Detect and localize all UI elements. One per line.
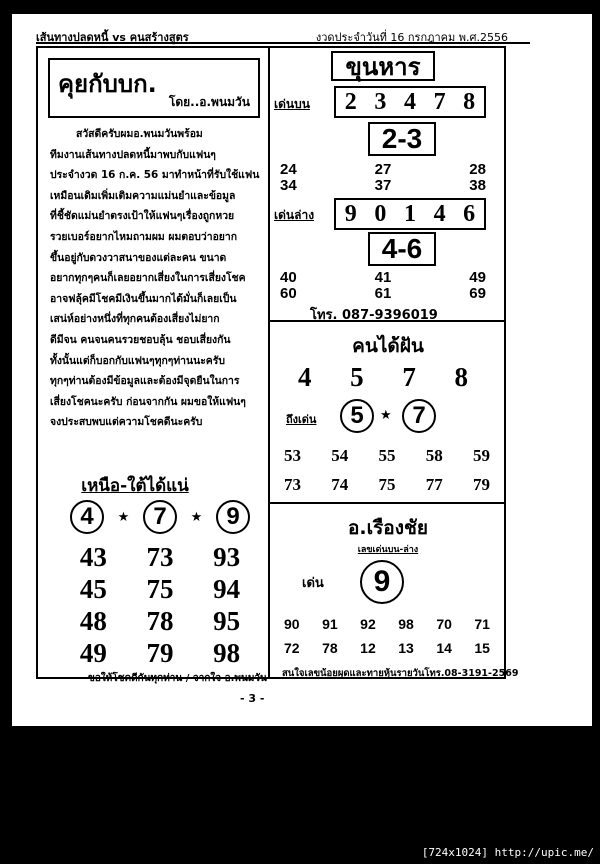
- circled-digit: 7: [402, 399, 436, 433]
- bottom-number-grid: [280, 270, 486, 302]
- article-line: เหมือนเดิมเพิ่มเติมความแม่นยำและข้อมูล: [50, 189, 236, 202]
- north-footer: ขอให้โชคดีกันทุกท่าน / จากใจ อ.พนมวัน: [88, 673, 267, 684]
- circled-digit: 5: [340, 399, 374, 433]
- konfun-title: คนได้ฝัน: [352, 335, 424, 357]
- lottery-number: 92: [360, 616, 376, 632]
- lottery-number: 54: [331, 446, 349, 465]
- lottery-number: 98: [213, 638, 241, 668]
- lottery-number: 91: [322, 616, 338, 632]
- lottery-number: 48: [79, 606, 107, 636]
- article-line: ขึ้นอยู่กับดวงวาสนาของแต่ละคน ขนาด: [50, 251, 227, 264]
- star-icon: ★: [117, 509, 130, 525]
- lottery-number: 93: [213, 542, 241, 572]
- column-divider: [268, 46, 270, 679]
- digit: 8: [454, 362, 468, 392]
- khunharn-phone: โทร. 087-9396019: [310, 308, 438, 323]
- article-line: ทั้งนั้นแต่ก็บอกกับแฟนๆทุกๆท่านนะครับ: [50, 354, 225, 367]
- digit: 5: [350, 362, 364, 392]
- ruangchai-row-1: [284, 616, 490, 632]
- article-line: ทุกๆท่านต้องมีข้อมูลและต้องมีจุดยืนในการ: [50, 375, 240, 388]
- konfun-digits: [298, 362, 468, 393]
- editor-talk-title: คุยกับบก.: [58, 70, 157, 98]
- lottery-number: 90: [284, 616, 300, 632]
- lottery-number: 79: [146, 638, 174, 668]
- lottery-number: 71: [474, 616, 490, 632]
- konfun-row-2: [284, 475, 490, 495]
- north-number-grid: [60, 542, 260, 669]
- lottery-number: 74: [331, 475, 349, 494]
- lottery-number: 24: [280, 161, 297, 178]
- lottery-number: 94: [213, 574, 241, 604]
- article-line: ประจำงวด 16 ก.ค. 56 มาทำหน้าที่รับใช้แฟน: [50, 169, 260, 182]
- lottery-number: 75: [378, 475, 396, 494]
- header-issue-date: งวดประจำวันที่ 16 กรกฎาคม พ.ศ.2556: [315, 31, 508, 44]
- header-publication: เส้นทางปลดหนี้ vs คนสร้างสูตร: [36, 31, 189, 44]
- circled-digit: 7: [143, 500, 177, 534]
- ruangchai-title: อ.เรืองชัย: [347, 517, 429, 539]
- article-line: จงประสบพบแต่ความโชคดีนะครับ: [50, 416, 203, 429]
- lottery-number: 60: [280, 285, 297, 302]
- lottery-number: 43: [79, 542, 107, 572]
- north-south-heading: [0, 472, 270, 499]
- article-line: ทีมงานเส้นทางปลดหนี้มาพบกับแฟนๆ: [50, 148, 216, 161]
- top-label: เด่นบน: [274, 97, 310, 111]
- lottery-number: 49: [469, 269, 486, 286]
- header-rule: [36, 42, 530, 44]
- khunharn-title: ขุนหาร: [331, 51, 435, 81]
- konfun-label: ถึงเด่น: [286, 413, 317, 426]
- star-icon: ★: [190, 509, 203, 525]
- lottery-number: 27: [374, 161, 392, 178]
- lottery-number: 73: [284, 475, 301, 494]
- bottom-digits-box: [334, 198, 486, 230]
- article-line: อาจฟลุ้คมีโชคมีเงินขึ้นมากได้มั่นก็เลยเป็น: [50, 292, 237, 305]
- north-circled-digits: [70, 500, 250, 534]
- lottery-number: 72: [284, 640, 300, 656]
- lottery-number: 49: [79, 638, 107, 668]
- ruangchai-row-2: [284, 640, 490, 656]
- digit: 7: [402, 362, 416, 392]
- lottery-number: 78: [322, 640, 338, 656]
- article-line: รวยเบอร์อยากไหมถามผม ผมตอบว่าอยาก: [50, 230, 238, 243]
- digit: 4: [403, 88, 416, 115]
- section-divider-2: [268, 502, 506, 504]
- lottery-number: 55: [378, 446, 396, 465]
- digit: 4: [433, 200, 446, 227]
- digit: 6: [463, 200, 476, 227]
- north-south-title: เหนือ-ใต้ได้แน่: [81, 476, 189, 496]
- top-pair-box: 2-3: [368, 122, 436, 156]
- star-icon: ★: [380, 408, 392, 423]
- article-line: เสน่ห์อย่างหนึ่งที่ทุกคนต้องเสี่ยงไม่ยาก: [50, 313, 220, 326]
- digit: 7: [433, 88, 446, 115]
- lottery-number: 73: [146, 542, 174, 572]
- ruangchai-subtitle: เลขเด่นบน-ล่าง: [357, 545, 419, 555]
- lottery-number: 78: [146, 606, 174, 636]
- lottery-number: 79: [473, 475, 490, 494]
- bottom-label: เด่นล่าง: [274, 208, 315, 222]
- editor-article: [50, 124, 264, 433]
- lottery-number: 34: [280, 177, 297, 194]
- lottery-number: 14: [436, 640, 452, 656]
- lottery-number: 38: [469, 177, 486, 194]
- circled-digit: 9: [360, 560, 404, 604]
- digit: 2: [344, 88, 357, 115]
- circled-digit: 4: [70, 500, 104, 534]
- lottery-number: 53: [284, 446, 301, 465]
- page-number: - 3 -: [240, 692, 265, 705]
- lottery-number: 70: [436, 616, 452, 632]
- top-number-grid: [280, 162, 486, 194]
- lottery-number: 77: [425, 475, 443, 494]
- digit: 9: [344, 200, 357, 227]
- lottery-number: 45: [79, 574, 107, 604]
- lottery-number: 15: [474, 640, 490, 656]
- konfun-row-1: [284, 446, 490, 466]
- ruangchai-label: เด่น: [302, 576, 324, 591]
- lottery-number: 95: [213, 606, 241, 636]
- lottery-number: 98: [398, 616, 414, 632]
- article-line: เสี่ยงโชคนะครับ ก่อนจากกัน ผมขอให้แฟนๆ: [50, 395, 246, 408]
- lottery-number: 13: [398, 640, 414, 656]
- digit: 4: [298, 362, 312, 392]
- digit: 3: [374, 88, 387, 115]
- lottery-number: 41: [374, 269, 392, 286]
- digit: 1: [403, 200, 416, 227]
- lottery-number: 12: [360, 640, 376, 656]
- article-line: สวัสดีครับผมอ.พนมวันพร้อม: [76, 128, 203, 140]
- lottery-number: 37: [374, 177, 392, 194]
- lottery-number: 61: [374, 285, 392, 302]
- image-watermark: [724x1024] http://upic.me/: [421, 846, 594, 859]
- editor-talk-author: โดย..อ.พนมวัน: [168, 95, 250, 109]
- lottery-number: 69: [469, 285, 486, 302]
- ruangchai-footer: สนใจเลขน้อยผุดและทายหุ้นรายวันโทร.08-3191-2569: [282, 668, 519, 679]
- top-digits-box: [334, 86, 486, 118]
- lottery-number: 58: [425, 446, 443, 465]
- article-line: ดีมีจน คนจนคนรวยชอบลุ้น ชอบเสี่ยงกัน: [50, 333, 231, 346]
- lottery-number: 75: [146, 574, 174, 604]
- lottery-number: 28: [469, 161, 486, 178]
- lottery-number: 40: [280, 269, 297, 286]
- bottom-pair-box: 4-6: [368, 232, 436, 266]
- article-line: ที่ชี้ชัดแม่นยำตรงเป้าให้แฟนๆเรื่องถูกหวย: [50, 210, 235, 223]
- lottery-number: 59: [473, 446, 490, 465]
- circled-digit: 9: [216, 500, 250, 534]
- article-line: อยากทุกๆคนก็เลยอยากเสี่ยงในการเสี่ยงโชค: [50, 272, 246, 285]
- digit: 8: [463, 88, 476, 115]
- editor-talk-box: [48, 58, 260, 118]
- digit: 0: [374, 200, 387, 227]
